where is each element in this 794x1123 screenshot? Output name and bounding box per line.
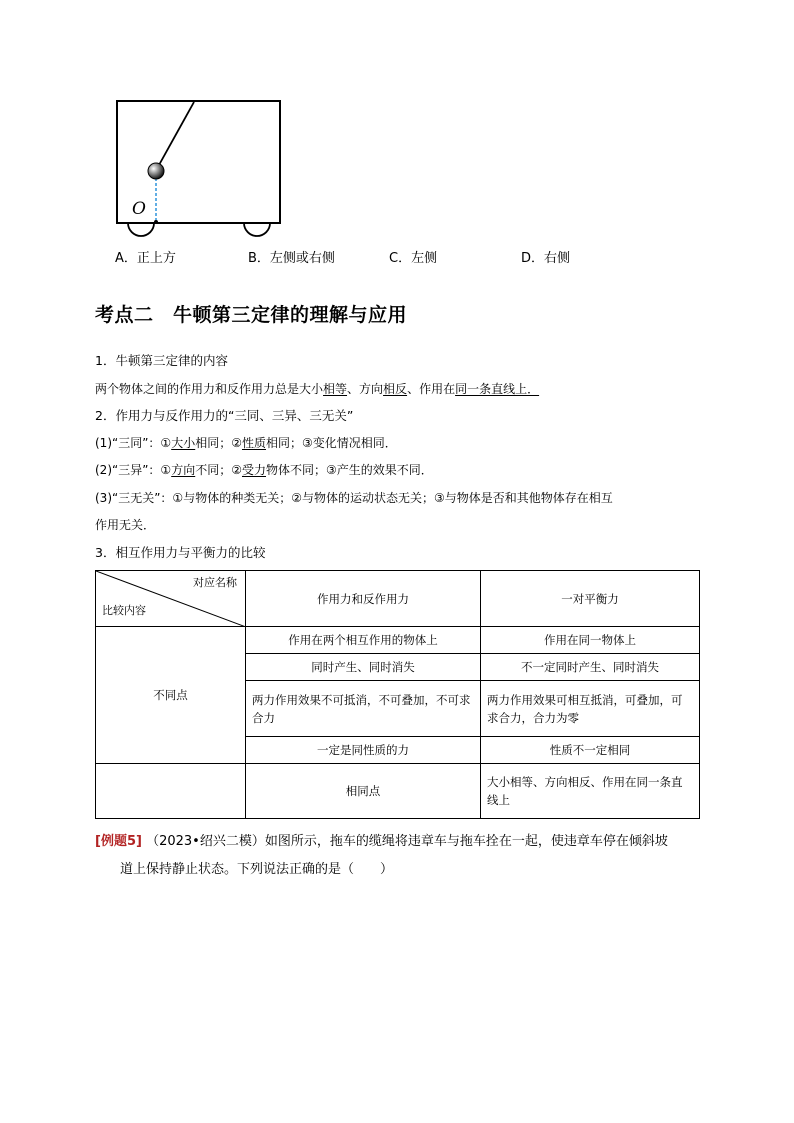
example-5 [95,828,705,884]
table-cell: 作用在两个相互作用的物体上 [246,627,481,654]
left-wheel [128,223,154,236]
three-same-text-3: 相同；③变化情况相同． [266,436,397,450]
example-text-1: 如图所示，拖车的缆绳将违章车与拖车拴在一起，使违章车停在倾斜坡 [264,834,668,849]
example-text-2: 道上保持静止状态。下列说法正确的是（ ） [120,862,394,877]
column-header-balance: 一对平衡力 [481,571,700,627]
table-cell: 同时产生、同时消失 [246,654,481,681]
item1-content [95,380,539,398]
corner-top-label: 对应名称 [193,576,237,589]
three-same-text-2: 相同；② [195,436,242,450]
column-header-action-reaction: 作用力和反作用力 [246,571,481,627]
three-diff-text-2: 不同；② [195,463,242,477]
option-c[interactable]: C．左侧 [389,251,438,266]
item1-heading: 1．牛顿第三定律的内容 [95,353,228,368]
three-same-text-1: (1)“三同”：① [95,436,172,450]
table-cell: 不一定同时产生、同时消失 [481,654,700,681]
three-diff-underline-2: 受力 [241,463,266,477]
item1-text-1: 两个物体之间的作用力和反作用力总是大小 [95,382,324,396]
three-diff-text-1: (2)“三异”：① [95,463,172,477]
table-cell: 一定是同性质的力 [246,737,481,764]
option-d[interactable]: D．右侧 [521,251,571,266]
item2-heading: 2．作用力与反作用力的“三同、三异、三无关” [95,408,354,423]
ball [148,163,164,179]
option-a[interactable]: A．正上方 [115,251,176,266]
item1-underline-2: 相反 [383,382,408,396]
corner-bottom-label: 比较内容 [102,604,146,617]
table-cell: 两力作用效果不可抵消，不可叠加，不可求合力 [246,681,481,737]
same-label-cell: 相同点 [246,764,481,819]
three-diff-underline-1: 方向 [171,463,196,477]
three-none-line-2: 作用无关． [95,518,156,532]
table-header-row [96,571,700,627]
diff-label-cell: 不同点 [96,627,246,764]
table-cell: 性质不一定相同 [481,737,700,764]
table-row [96,627,700,654]
comparison-table [95,570,700,819]
item1-underline-1: 相等 [323,382,348,396]
right-wheel [244,223,270,236]
table-cell: 作用在同一物体上 [481,627,700,654]
item1-text-3: 、作用在 [407,382,456,396]
example-first-line [95,828,705,856]
three-diff-line [95,461,433,479]
item3-heading: 3．相互作用力与平衡力的比较 [95,545,266,560]
three-none-line-1: (3)“三无关”：①与物体的种类无关；②与物体的运动状态无关；③与物体是否和其他物体存在相互 [95,491,613,505]
table-cell: 两力作用效果可相互抵消，可叠加，可求合力，合力为零 [481,681,700,737]
table-corner-cell [96,571,246,627]
three-diff-text-3: 物体不同；③产生的效果不同． [266,463,433,477]
string [159,102,194,165]
item1-underline-3: 同一条直线上． [455,382,540,396]
item1-text-2: 、方向 [347,382,384,396]
three-same-underline-1: 大小 [171,436,196,450]
empty-cell [96,764,246,819]
three-same-underline-2: 性质 [241,436,266,450]
example-source: （2023•绍兴二模） [146,834,265,849]
section-title: 考点二 牛顿第三定律的理解与应用 [95,304,408,326]
example-tag: [例题5] [95,834,142,849]
same-value-cell: 大小相等、方向相反、作用在同一条直线上 [481,764,700,819]
table-row [96,764,700,819]
cart-diagram [108,92,298,242]
option-b[interactable]: B．左侧或右侧 [248,251,335,266]
cart-pendulum-figure [108,92,298,242]
three-same-line [95,434,397,452]
point-o-label: O [132,199,146,219]
